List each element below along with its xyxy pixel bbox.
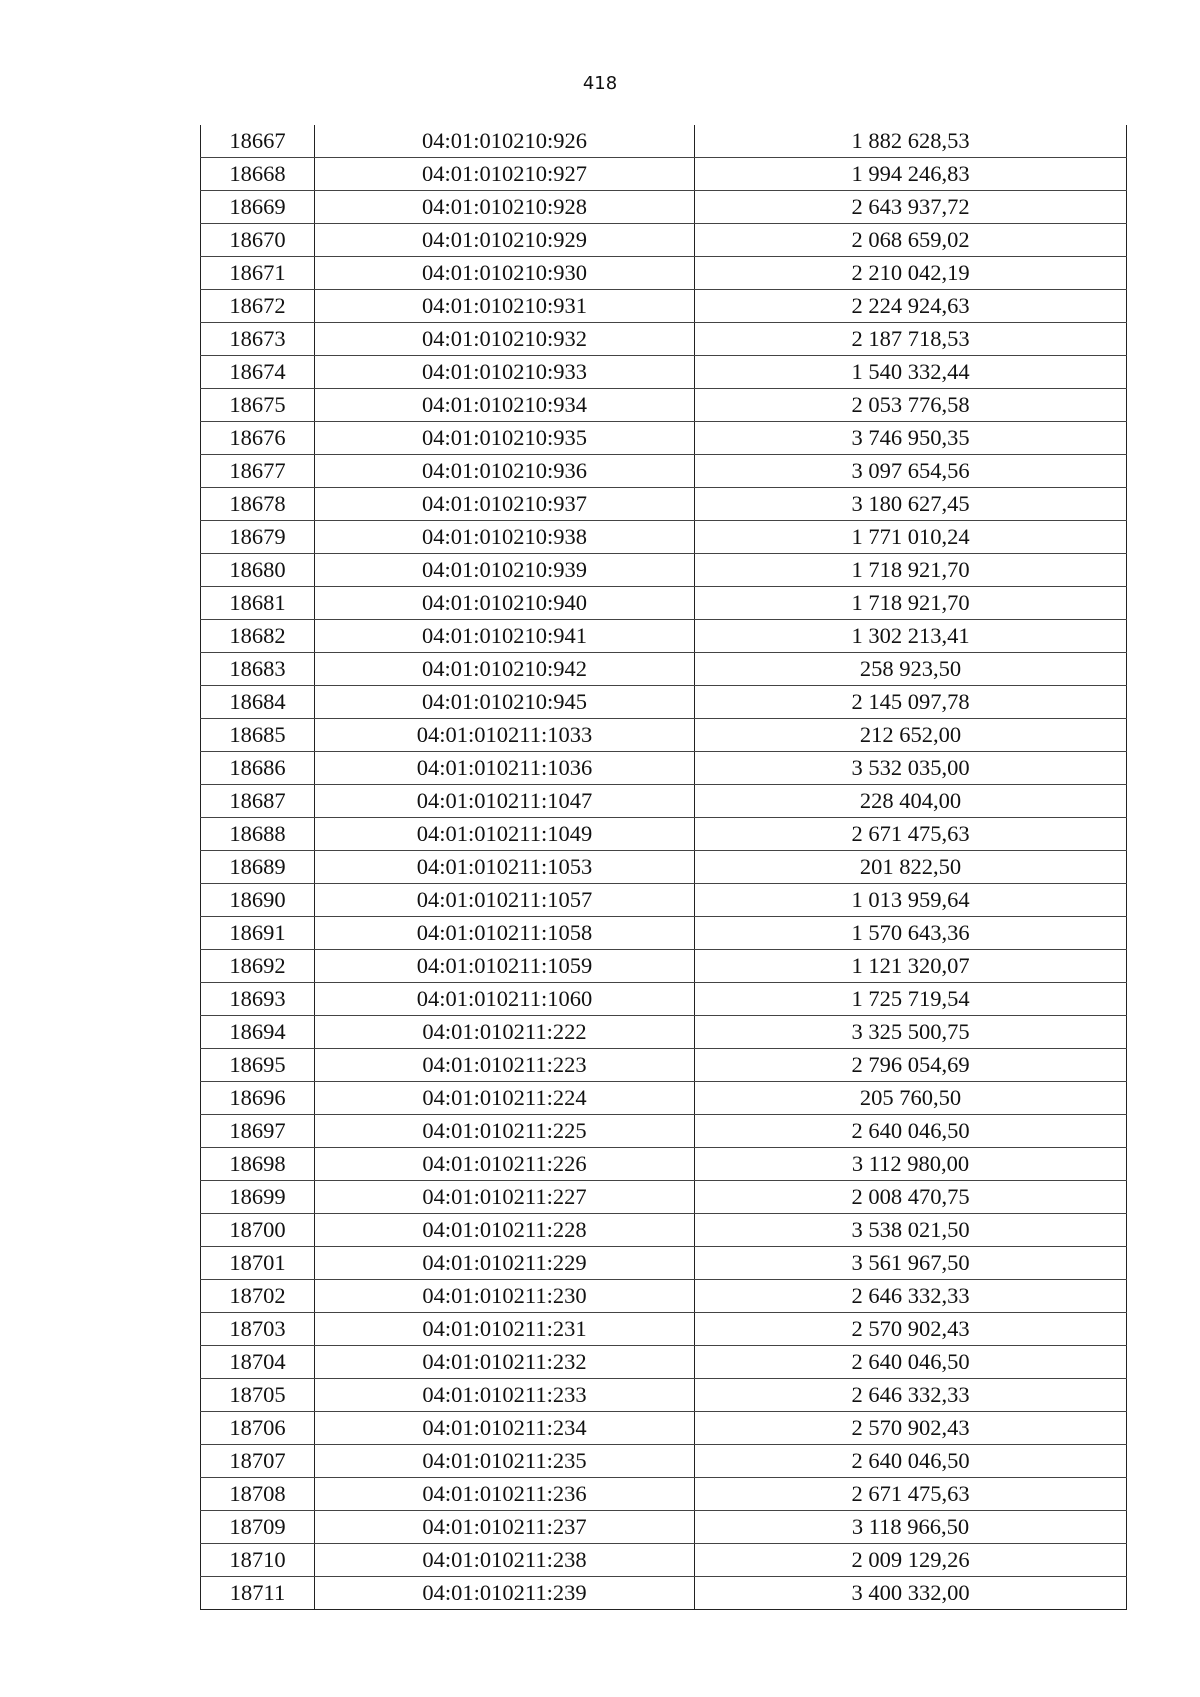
cadastral-number-cell: 04:01:010210:930 xyxy=(315,257,695,290)
cadastral-number-cell: 04:01:010211:227 xyxy=(315,1181,695,1214)
cadastral-value-cell: 205 760,50 xyxy=(695,1082,1127,1115)
row-number-cell: 18676 xyxy=(201,422,315,455)
row-number-cell: 18671 xyxy=(201,257,315,290)
row-number-cell: 18670 xyxy=(201,224,315,257)
table-row xyxy=(201,389,1127,422)
table-row xyxy=(201,1016,1127,1049)
table-row xyxy=(201,1379,1127,1412)
row-number-cell: 18688 xyxy=(201,818,315,851)
cadastral-number-cell: 04:01:010210:933 xyxy=(315,356,695,389)
cadastral-value-cell: 3 118 966,50 xyxy=(695,1511,1127,1544)
cadastral-number-cell: 04:01:010211:1053 xyxy=(315,851,695,884)
table-row xyxy=(201,1214,1127,1247)
row-number-cell: 18700 xyxy=(201,1214,315,1247)
table-row xyxy=(201,125,1127,158)
table-row xyxy=(201,158,1127,191)
cadastral-value-cell: 2 187 718,53 xyxy=(695,323,1127,356)
cadastral-value-cell: 1 718 921,70 xyxy=(695,554,1127,587)
cadastral-value-cell: 3 532 035,00 xyxy=(695,752,1127,785)
table-row xyxy=(201,917,1127,950)
cadastral-number-cell: 04:01:010210:927 xyxy=(315,158,695,191)
table-row xyxy=(201,554,1127,587)
table-row xyxy=(201,1115,1127,1148)
row-number-cell: 18667 xyxy=(201,125,315,158)
row-number-cell: 18685 xyxy=(201,719,315,752)
row-number-cell: 18692 xyxy=(201,950,315,983)
table-row xyxy=(201,1082,1127,1115)
cadastral-value-cell: 3 561 967,50 xyxy=(695,1247,1127,1280)
cadastral-number-cell: 04:01:010211:1057 xyxy=(315,884,695,917)
cadastral-value-cell: 2 008 470,75 xyxy=(695,1181,1127,1214)
cadastral-value-cell: 1 302 213,41 xyxy=(695,620,1127,653)
table-row xyxy=(201,191,1127,224)
cadastral-number-cell: 04:01:010210:935 xyxy=(315,422,695,455)
table-row xyxy=(201,1478,1127,1511)
cadastral-value-cell: 2 009 129,26 xyxy=(695,1544,1127,1577)
cadastral-number-cell: 04:01:010211:1060 xyxy=(315,983,695,1016)
cadastral-value-cell: 3 400 332,00 xyxy=(695,1577,1127,1610)
cadastral-number-cell: 04:01:010211:1058 xyxy=(315,917,695,950)
row-number-cell: 18687 xyxy=(201,785,315,818)
row-number-cell: 18669 xyxy=(201,191,315,224)
row-number-cell: 18706 xyxy=(201,1412,315,1445)
row-number-cell: 18709 xyxy=(201,1511,315,1544)
cadastral-value-cell: 2 640 046,50 xyxy=(695,1115,1127,1148)
cadastral-number-cell: 04:01:010211:235 xyxy=(315,1445,695,1478)
cadastral-number-cell: 04:01:010211:230 xyxy=(315,1280,695,1313)
cadastral-value-cell: 2 640 046,50 xyxy=(695,1445,1127,1478)
row-number-cell: 18672 xyxy=(201,290,315,323)
cadastral-value-table xyxy=(200,125,1127,1610)
table-row xyxy=(201,983,1127,1016)
row-number-cell: 18708 xyxy=(201,1478,315,1511)
table-row xyxy=(201,1445,1127,1478)
table-row xyxy=(201,455,1127,488)
cadastral-number-cell: 04:01:010211:234 xyxy=(315,1412,695,1445)
row-number-cell: 18684 xyxy=(201,686,315,719)
table-row xyxy=(201,785,1127,818)
table-row xyxy=(201,257,1127,290)
cadastral-number-cell: 04:01:010210:939 xyxy=(315,554,695,587)
row-number-cell: 18681 xyxy=(201,587,315,620)
table-row xyxy=(201,1544,1127,1577)
row-number-cell: 18678 xyxy=(201,488,315,521)
table-row xyxy=(201,323,1127,356)
cadastral-number-cell: 04:01:010210:926 xyxy=(315,125,695,158)
table-row xyxy=(201,752,1127,785)
cadastral-value-cell: 1 725 719,54 xyxy=(695,983,1127,1016)
row-number-cell: 18683 xyxy=(201,653,315,686)
row-number-cell: 18691 xyxy=(201,917,315,950)
cadastral-number-cell: 04:01:010211:1059 xyxy=(315,950,695,983)
cadastral-number-cell: 04:01:010210:945 xyxy=(315,686,695,719)
cadastral-value-cell: 2 570 902,43 xyxy=(695,1313,1127,1346)
table-row xyxy=(201,587,1127,620)
row-number-cell: 18711 xyxy=(201,1577,315,1610)
page-number: 418 xyxy=(582,73,618,94)
cadastral-number-cell: 04:01:010210:932 xyxy=(315,323,695,356)
table-row xyxy=(201,620,1127,653)
cadastral-number-cell: 04:01:010211:236 xyxy=(315,1478,695,1511)
row-number-cell: 18673 xyxy=(201,323,315,356)
cadastral-number-cell: 04:01:010211:233 xyxy=(315,1379,695,1412)
cadastral-number-cell: 04:01:010211:224 xyxy=(315,1082,695,1115)
table-body xyxy=(201,125,1127,1610)
cadastral-value-cell: 2 053 776,58 xyxy=(695,389,1127,422)
cadastral-value-cell: 1 994 246,83 xyxy=(695,158,1127,191)
cadastral-value-cell: 3 112 980,00 xyxy=(695,1148,1127,1181)
table-row xyxy=(201,290,1127,323)
table-row xyxy=(201,719,1127,752)
table-row xyxy=(201,653,1127,686)
cadastral-number-cell: 04:01:010210:928 xyxy=(315,191,695,224)
cadastral-number-cell: 04:01:010210:936 xyxy=(315,455,695,488)
cadastral-number-cell: 04:01:010210:938 xyxy=(315,521,695,554)
cadastral-number-cell: 04:01:010211:1036 xyxy=(315,752,695,785)
cadastral-number-cell: 04:01:010211:222 xyxy=(315,1016,695,1049)
row-number-cell: 18680 xyxy=(201,554,315,587)
table-row xyxy=(201,1280,1127,1313)
row-number-cell: 18701 xyxy=(201,1247,315,1280)
row-number-cell: 18677 xyxy=(201,455,315,488)
row-number-cell: 18702 xyxy=(201,1280,315,1313)
table-row xyxy=(201,1049,1127,1082)
row-number-cell: 18707 xyxy=(201,1445,315,1478)
row-number-cell: 18686 xyxy=(201,752,315,785)
cadastral-value-cell: 2 224 924,63 xyxy=(695,290,1127,323)
row-number-cell: 18698 xyxy=(201,1148,315,1181)
cadastral-value-cell: 3 325 500,75 xyxy=(695,1016,1127,1049)
table-row xyxy=(201,1181,1127,1214)
table-row xyxy=(201,851,1127,884)
cadastral-value-cell: 3 097 654,56 xyxy=(695,455,1127,488)
row-number-cell: 18704 xyxy=(201,1346,315,1379)
cadastral-number-cell: 04:01:010210:937 xyxy=(315,488,695,521)
table-row xyxy=(201,686,1127,719)
table-row xyxy=(201,818,1127,851)
row-number-cell: 18695 xyxy=(201,1049,315,1082)
row-number-cell: 18710 xyxy=(201,1544,315,1577)
row-number-cell: 18674 xyxy=(201,356,315,389)
cadastral-number-cell: 04:01:010210:929 xyxy=(315,224,695,257)
row-number-cell: 18699 xyxy=(201,1181,315,1214)
cadastral-value-cell: 3 746 950,35 xyxy=(695,422,1127,455)
cadastral-value-cell: 1 540 332,44 xyxy=(695,356,1127,389)
row-number-cell: 18690 xyxy=(201,884,315,917)
cadastral-value-cell: 258 923,50 xyxy=(695,653,1127,686)
cadastral-value-cell: 2 643 937,72 xyxy=(695,191,1127,224)
row-number-cell: 18694 xyxy=(201,1016,315,1049)
cadastral-value-cell: 2 646 332,33 xyxy=(695,1280,1127,1313)
cadastral-number-cell: 04:01:010211:1033 xyxy=(315,719,695,752)
cadastral-number-cell: 04:01:010211:225 xyxy=(315,1115,695,1148)
row-number-cell: 18697 xyxy=(201,1115,315,1148)
row-number-cell: 18696 xyxy=(201,1082,315,1115)
cadastral-value-cell: 2 640 046,50 xyxy=(695,1346,1127,1379)
row-number-cell: 18675 xyxy=(201,389,315,422)
cadastral-value-cell: 228 404,00 xyxy=(695,785,1127,818)
row-number-cell: 18693 xyxy=(201,983,315,1016)
table-row xyxy=(201,1346,1127,1379)
cadastral-value-cell: 1 121 320,07 xyxy=(695,950,1127,983)
cadastral-number-cell: 04:01:010210:931 xyxy=(315,290,695,323)
cadastral-number-cell: 04:01:010211:223 xyxy=(315,1049,695,1082)
cadastral-value-cell: 2 145 097,78 xyxy=(695,686,1127,719)
cadastral-number-cell: 04:01:010211:226 xyxy=(315,1148,695,1181)
cadastral-number-cell: 04:01:010211:237 xyxy=(315,1511,695,1544)
cadastral-value-cell: 1 013 959,64 xyxy=(695,884,1127,917)
cadastral-value-cell: 1 570 643,36 xyxy=(695,917,1127,950)
row-number-cell: 18689 xyxy=(201,851,315,884)
cadastral-value-cell: 3 538 021,50 xyxy=(695,1214,1127,1247)
cadastral-value-cell: 212 652,00 xyxy=(695,719,1127,752)
table-row xyxy=(201,884,1127,917)
cadastral-value-cell: 1 882 628,53 xyxy=(695,125,1127,158)
cadastral-value-cell: 1 771 010,24 xyxy=(695,521,1127,554)
cadastral-number-cell: 04:01:010211:228 xyxy=(315,1214,695,1247)
cadastral-value-cell: 3 180 627,45 xyxy=(695,488,1127,521)
cadastral-number-cell: 04:01:010210:942 xyxy=(315,653,695,686)
cadastral-value-cell: 2 210 042,19 xyxy=(695,257,1127,290)
cadastral-value-cell: 2 068 659,02 xyxy=(695,224,1127,257)
table-row xyxy=(201,521,1127,554)
table-row xyxy=(201,1577,1127,1610)
row-number-cell: 18705 xyxy=(201,1379,315,1412)
cadastral-number-cell: 04:01:010211:239 xyxy=(315,1577,695,1610)
cadastral-value-cell: 2 796 054,69 xyxy=(695,1049,1127,1082)
table-row xyxy=(201,488,1127,521)
table-row xyxy=(201,422,1127,455)
cadastral-value-cell: 2 671 475,63 xyxy=(695,1478,1127,1511)
row-number-cell: 18703 xyxy=(201,1313,315,1346)
row-number-cell: 18668 xyxy=(201,158,315,191)
cadastral-value-cell: 201 822,50 xyxy=(695,851,1127,884)
table-row xyxy=(201,1148,1127,1181)
cadastral-number-cell: 04:01:010210:934 xyxy=(315,389,695,422)
cadastral-number-cell: 04:01:010210:940 xyxy=(315,587,695,620)
row-number-cell: 18682 xyxy=(201,620,315,653)
cadastral-number-cell: 04:01:010211:1049 xyxy=(315,818,695,851)
row-number-cell: 18679 xyxy=(201,521,315,554)
table-row xyxy=(201,224,1127,257)
table-row xyxy=(201,356,1127,389)
cadastral-number-cell: 04:01:010211:238 xyxy=(315,1544,695,1577)
cadastral-number-cell: 04:01:010211:1047 xyxy=(315,785,695,818)
cadastral-number-cell: 04:01:010211:231 xyxy=(315,1313,695,1346)
cadastral-value-cell: 2 570 902,43 xyxy=(695,1412,1127,1445)
table-row xyxy=(201,1412,1127,1445)
table-row xyxy=(201,1511,1127,1544)
cadastral-value-cell: 1 718 921,70 xyxy=(695,587,1127,620)
table-row xyxy=(201,1247,1127,1280)
cadastral-value-cell: 2 671 475,63 xyxy=(695,818,1127,851)
cadastral-number-cell: 04:01:010211:229 xyxy=(315,1247,695,1280)
cadastral-value-cell: 2 646 332,33 xyxy=(695,1379,1127,1412)
table-row xyxy=(201,950,1127,983)
cadastral-number-cell: 04:01:010210:941 xyxy=(315,620,695,653)
cadastral-number-cell: 04:01:010211:232 xyxy=(315,1346,695,1379)
table-row xyxy=(201,1313,1127,1346)
